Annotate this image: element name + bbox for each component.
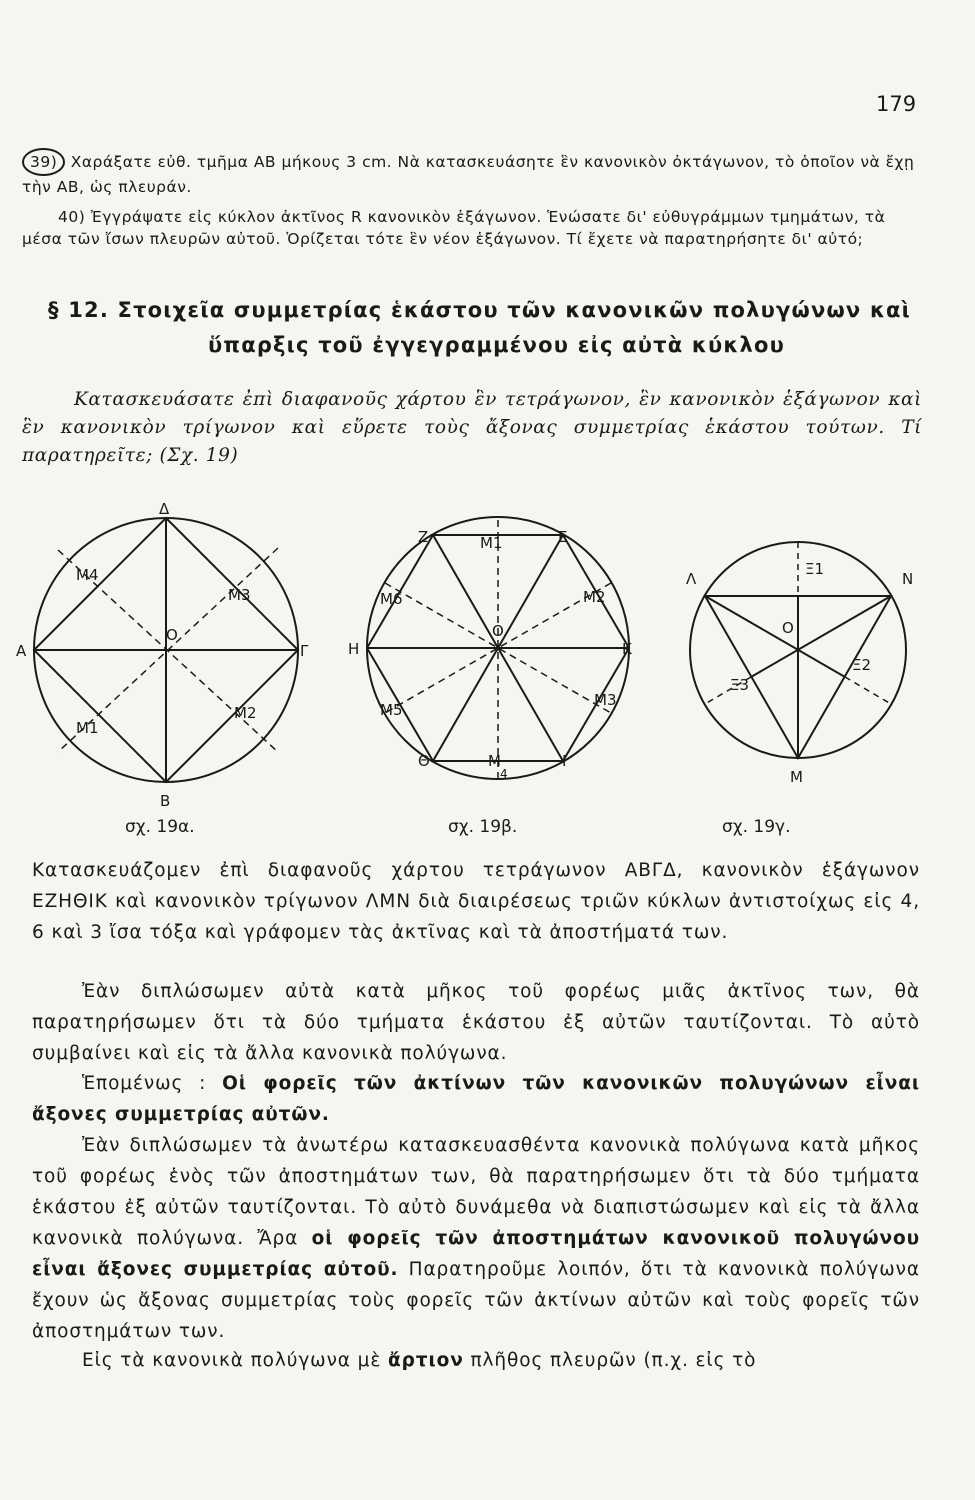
p4-bold: οἱ φορεῖς τῶν ἀποστημάτων κανονικοῦ πολυγώνου εἶναι ἄξονες συμμετρίας αὐτοῦ. bbox=[32, 1228, 920, 1280]
p3-bold: Οἱ φορεῖς τῶν ἀκτίνων τῶν κανονικῶν πολυγώνων εἶναι ἄξονες συμμετρίας αὐτῶν. bbox=[32, 1073, 920, 1125]
fig-b-label-i: Ι bbox=[562, 752, 567, 770]
italic-instruction-text: Κατασκευάσατε ἐπὶ διαφανοῦς χάρτου ἓν τετράγωνον, ἓν κανονικὸν ἑξάγωνον καὶ ἓν κανονικὸν τρίγωνον καὶ εὕρετε τοὺς ἄξονας συμμετρίας ἑκάστου τούτων. Τί παρατηρεῖτε; (Σχ. 19) bbox=[22, 389, 922, 466]
fig-c-axis-ext-2 bbox=[845, 677, 891, 704]
fig-c-altitude-l bbox=[705, 596, 845, 677]
fig-b-label-m4: Μ bbox=[488, 752, 501, 770]
p4-text-b: Παρατηροῦμε λοιπόν, ὅτι τὰ κανονικὰ πολύγωνα ἔχουν ὡς ἄξονας συμμετρίας τοὺς φορεῖς τῶν ἀκτίνων αὐτῶν καὶ τοὺς φορεῖς τῶν ἀποστημάτων των. bbox=[32, 1259, 920, 1342]
body-paragraph-3 bbox=[32, 1068, 920, 1130]
fig-a-label-m4: Μ4 bbox=[76, 566, 99, 584]
fig-c-label-center: Ο bbox=[782, 619, 794, 637]
figure-19a bbox=[34, 518, 298, 782]
figures-19 bbox=[0, 500, 975, 845]
exercise-39-number: 39) bbox=[22, 148, 65, 176]
exercise-40 bbox=[22, 206, 927, 250]
fig-c-label-l: Λ bbox=[686, 570, 697, 588]
fig-b-label-m1: Μ1 bbox=[480, 534, 503, 552]
fig-a-label-top: Δ bbox=[159, 500, 170, 518]
fig-a-label-left: Α bbox=[16, 642, 27, 660]
fig-a-label-m1: Μ1 bbox=[76, 719, 99, 737]
fig-c-label-n: Ν bbox=[902, 570, 914, 588]
italic-instruction bbox=[22, 386, 922, 470]
figure-19c bbox=[690, 542, 906, 758]
fig-b-caption: σχ. 19β. bbox=[448, 817, 518, 837]
fig-a-label-m3: Μ3 bbox=[228, 586, 251, 604]
fig-c-label-m: Μ bbox=[790, 768, 803, 786]
p5-text-b: πλῆθος πλευρῶν (π.χ. εἰς τὸ bbox=[470, 1350, 757, 1371]
p3-prefix: Ἑπομένως : bbox=[82, 1073, 207, 1094]
section-heading-line-1: § 12. Στοιχεῖα συμμετρίας ἑκάστου τῶν κανονικῶν πολυγώνων καὶ bbox=[48, 298, 912, 322]
p5-bold: ἄρτιον bbox=[388, 1350, 464, 1371]
fig-b-label-m4-sub: 4 bbox=[500, 767, 508, 781]
fig-b-label-theta: Θ bbox=[418, 752, 430, 770]
fig-a-caption: σχ. 19α. bbox=[125, 817, 195, 837]
p4-text-a: Ἐὰν διπλώσωμεν τὰ ἀνωτέρω κατασκευασθέντα κανονικὰ πολύγωνα κατὰ μῆκος τοῦ φορέως ἑνὸς τῶν ἀποστημάτων των, θὰ παρατηρήσωμεν ὅτι τὰ δύο τμήματα ἑκάστου ἐξ αὐτῶν ταυτίζονται. Τὸ αὐτὸ δυνάμεθα νὰ διαπιστώσωμεν καὶ εἰς τὰ ἄλλα κανονικὰ πολύγωνα. Ἄρα bbox=[32, 1135, 920, 1249]
fig-a-label-right: Γ bbox=[300, 642, 309, 660]
figure-19b bbox=[367, 517, 629, 779]
body-paragraph-2: Ἐὰν διπλώσωμεν αὐτὰ κατὰ μῆκος τοῦ φορέως μιᾶς ἀκτῖνος των, θὰ παρατηρήσωμεν ὅτι τὰ δύο τμήματα ἑκάστου ἐξ αὐτῶν ταυτίζονται. Τὸ αὐτὸ συμβαίνει καὶ εἰς τὰ ἄλλα κανονικὰ πολύγωνα. bbox=[32, 981, 920, 1064]
p5-text-a: Εἰς τὰ κανονικὰ πολύγωνα μὲ bbox=[82, 1350, 382, 1371]
fig-b-label-m3: Μ3 bbox=[594, 691, 617, 709]
fig-c-caption: σχ. 19γ. bbox=[722, 817, 791, 837]
exercise-40-text: Ἐγγράψατε εἰς κύκλον ἀκτῖνος R κανονικὸν ἑξάγωνον. Ἑνώσατε δι' εὐθυγράμμων τμημάτων, τὰ μέσα τῶν ἴσων πλευρῶν αὐτοῦ. Ὁρίζεται τότε ἓν νέον ἑξάγωνον. Τί ἔχετε νὰ παρατηρήσητε δι' αὐτό; bbox=[22, 208, 886, 248]
fig-b-label-m5: Μ5 bbox=[380, 701, 403, 719]
page-number: 179 bbox=[876, 92, 917, 116]
exercise-40-number: 40) bbox=[58, 208, 86, 226]
fig-a-label-center: Ο bbox=[166, 626, 178, 644]
fig-c-label-x3: Ξ3 bbox=[730, 676, 750, 694]
body-paragraph-4 bbox=[32, 1130, 920, 1347]
fig-a-label-m2: Μ2 bbox=[234, 704, 257, 722]
fig-c-label-x2: Ξ2 bbox=[852, 656, 872, 674]
fig-b-label-center: Ο bbox=[492, 622, 504, 640]
fig-b-label-z: Ζ bbox=[418, 528, 429, 546]
body-paragraph-1: Κατασκευάζομεν ἐπὶ διαφανοῦς χάρτου τετράγωνον ΑΒΓΔ, κανονικὸν ἑξάγωνον ΕΖΗΘΙΚ καὶ κανονικὸν τρίγωνον ΛΜΝ διὰ διαιρέσεως τριῶν κύκλων ἀντιστοίχως εἰς 4, 6 καὶ 3 ἴσα τόξα καὶ γράφομεν τὰς ἀκτῖνας καὶ τὰ ἀποστήματά των. bbox=[32, 860, 920, 943]
exercise-39 bbox=[22, 148, 927, 198]
fig-b-label-h: Η bbox=[348, 640, 360, 658]
section-heading-line-2: ὕπαρξις τοῦ ἐγγεγραμμένου εἰς αὐτὰ κύκλου bbox=[208, 333, 785, 357]
fig-a-label-bottom: Β bbox=[160, 792, 171, 810]
fig-b-label-m6: Μ6 bbox=[380, 590, 403, 608]
fig-c-label-x1: Ξ1 bbox=[805, 560, 825, 578]
fig-b-label-m2: Μ2 bbox=[583, 588, 606, 606]
exercise-39-text: Χαράξατε εὐθ. τμῆμα ΑΒ μήκους 3 cm. Νὰ κατασκευάσητε ἓν κανονικὸν ὀκτάγωνον, τὸ ὁποῖον νὰ ἔχῃ τὴν ΑΒ, ὡς πλευράν. bbox=[22, 153, 915, 196]
body-paragraph-5 bbox=[32, 1345, 920, 1376]
fig-b-label-e: Ε bbox=[558, 528, 568, 546]
fig-b-label-k: Κ bbox=[622, 640, 632, 658]
